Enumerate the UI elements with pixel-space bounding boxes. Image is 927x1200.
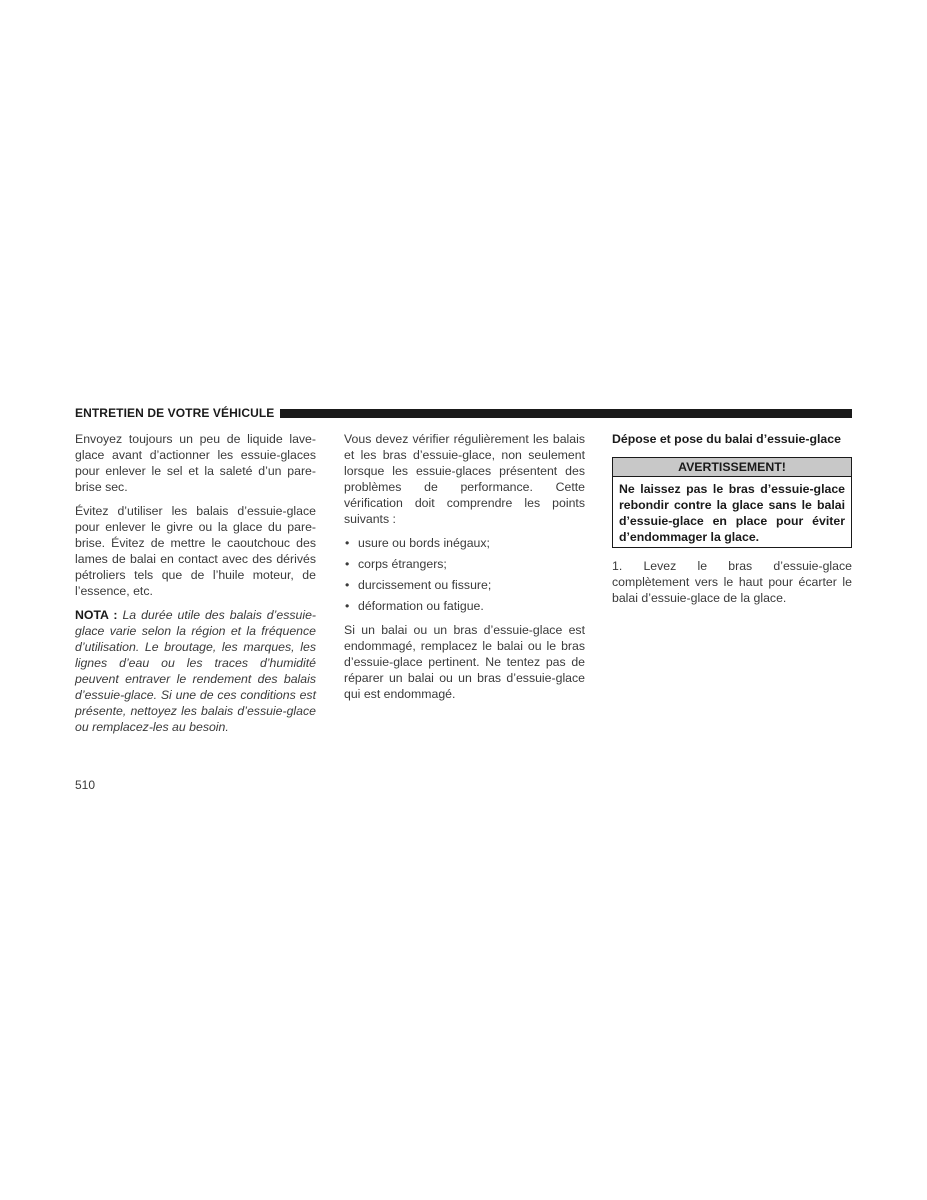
column-middle xyxy=(344,431,585,710)
note-text: La durée utile des balais d’essuie-glace varie selon la région et la fréquence d’utilisation. Le broutage, les marques, les lignes d’eau ou les traces d’humidité peuvent entraver le rendement des balais d’essuie-glace. Si une de ces conditions est présente, nettoyez les balais d’essuie-glace ou remplacez-les au besoin. xyxy=(75,608,317,734)
warning-box xyxy=(612,457,852,548)
step-1: 1. Levez le bras d’essuie-glace complètement vers le haut pour écarter le balai d’essuie-glace de la glace. xyxy=(612,559,852,605)
section-header xyxy=(75,405,852,421)
bullet-icon: • xyxy=(345,536,350,550)
warning-heading: AVERTISSEMENT! xyxy=(613,458,851,477)
paragraph-avoid-frost: Évitez d’utiliser les balais d’essuie-glace pour enlever le givre ou la glace du pare-brise. Évitez de mettre le caoutchouc des lames de balai en contact avec des dérivés pétroliers tels que de l’huile moteur, de l’essence, etc. xyxy=(75,504,316,598)
subsection-title: Dépose et pose du balai d’essuie-glace xyxy=(612,432,841,446)
note-paragraph xyxy=(75,607,316,735)
page-number: 510 xyxy=(75,778,96,792)
paragraph-inspection: Vous devez vérifier régulièrement les balais et les bras d’essuie-glace, non seulement lorsque les essuie-glaces présentent des problèmes de performance. Cette vérification doit comprendre les points suivants : xyxy=(344,432,585,526)
warning-text: Ne laissez pas le bras d’essuie-glace rebondir contre la glace sans le balai d’essuie-glace en place pour éviter d’endommager la glace. xyxy=(619,482,845,544)
bullet-icon: • xyxy=(345,557,350,571)
inspection-list xyxy=(344,535,585,614)
bullet-icon: • xyxy=(345,578,350,592)
list-item: • déformation ou fatigue. xyxy=(345,599,484,613)
note-label: NOTA : xyxy=(75,608,118,622)
list-item: • durcissement ou fissure; xyxy=(345,578,492,592)
bullet-icon: • xyxy=(345,599,350,613)
section-header-title: ENTRETIEN DE VOTRE VÉHICULE xyxy=(75,406,275,420)
column-left xyxy=(75,431,316,743)
section-header-rule xyxy=(280,409,852,418)
list-item: • usure ou bords inégaux; xyxy=(345,536,490,550)
list-item: • corps étrangers; xyxy=(345,557,447,571)
column-right xyxy=(612,431,852,614)
paragraph-damaged: Si un balai ou un bras d’essuie-glace est endommagé, remplacez le balai ou le bras d’essuie-glace pertinent. Ne tentez pas de réparer un balai ou un bras d’essuie-glace qui est endommagé. xyxy=(344,623,585,701)
paragraph-washer-fluid: Envoyez toujours un peu de liquide lave-glace avant d’actionner les essuie-glaces pour enlever le sel et la saleté d’un pare-brise sec. xyxy=(75,432,316,494)
